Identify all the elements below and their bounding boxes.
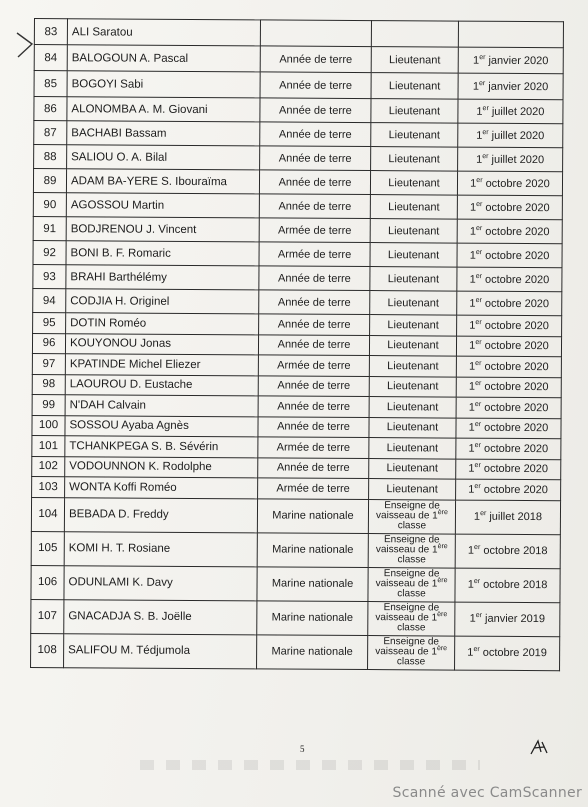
date-ordinal: er bbox=[482, 152, 489, 160]
service-branch: Année de terre bbox=[260, 72, 371, 99]
date-day: 1 bbox=[473, 510, 481, 523]
service-branch: Armée de terre bbox=[258, 355, 369, 376]
rank bbox=[368, 533, 455, 568]
date-month-year: octobre 2020 bbox=[480, 442, 549, 455]
service-branch: Année de terre bbox=[258, 416, 369, 437]
rank-superscript: ère bbox=[437, 611, 448, 619]
date-month-year: octobre 2020 bbox=[480, 462, 549, 476]
row-number: 96 bbox=[32, 333, 65, 354]
service-branch: Année de terre bbox=[260, 98, 371, 123]
date-ordinal: er bbox=[479, 53, 486, 61]
rank bbox=[368, 499, 455, 534]
officer-name: BODJRENOU J. Vincent bbox=[66, 217, 259, 242]
date-day: 1 bbox=[467, 578, 474, 591]
service-branch: Armée de terre bbox=[259, 218, 370, 243]
date-ordinal: er bbox=[475, 318, 482, 326]
table-row bbox=[33, 192, 562, 219]
date-month-year: octobre 2020 bbox=[481, 360, 549, 373]
service-branch: Armée de terre bbox=[258, 437, 369, 458]
rank-text: Enseigne de vaisseau de 1 bbox=[375, 636, 440, 658]
rank: Lieutenant bbox=[370, 195, 457, 220]
rank: Lieutenant bbox=[370, 267, 457, 292]
effective-date bbox=[456, 377, 561, 398]
row-number: 88 bbox=[34, 145, 67, 169]
date-day: 1 bbox=[467, 544, 475, 557]
date-month-year: octobre 2020 bbox=[481, 297, 550, 310]
date-day: 1 bbox=[469, 319, 476, 332]
rank-superscript: ère bbox=[437, 577, 448, 585]
rank: Lieutenant bbox=[370, 243, 457, 268]
officer-name: BONI B. F. Romaric bbox=[66, 241, 259, 266]
row-number: 100 bbox=[32, 415, 65, 436]
rank: Lieutenant bbox=[371, 73, 458, 100]
row-number: 101 bbox=[32, 435, 65, 456]
date-month-year: janvier 2020 bbox=[485, 54, 549, 67]
row-number: 98 bbox=[32, 374, 65, 395]
date-ordinal: er bbox=[474, 421, 482, 429]
officer-name: SOSSOU Ayaba Agnès bbox=[65, 415, 258, 437]
effective-date bbox=[457, 267, 562, 292]
officer-name: VODOUNNON K. Rodolphe bbox=[65, 456, 258, 478]
handwritten-arrow-mark bbox=[14, 30, 36, 60]
date-month-year: octobre 2020 bbox=[481, 339, 549, 353]
date-ordinal: er bbox=[475, 248, 483, 256]
service-branch bbox=[260, 20, 371, 47]
row-number: 87 bbox=[34, 121, 67, 145]
date-ordinal: er bbox=[475, 272, 482, 280]
date-day: 1 bbox=[473, 54, 480, 67]
row-number: 95 bbox=[33, 312, 66, 333]
row-number: 102 bbox=[32, 456, 65, 477]
service-branch: Année de terre bbox=[260, 46, 371, 73]
rank: Lieutenant bbox=[371, 99, 458, 124]
officer-name: SALIOU O. A. Bilal bbox=[67, 145, 260, 170]
date-ordinal: er bbox=[480, 510, 487, 518]
row-number: 108 bbox=[31, 633, 64, 667]
date-ordinal: er bbox=[479, 79, 486, 87]
date-ordinal: er bbox=[474, 482, 481, 490]
officer-name: KPATINDE Michel Eliezer bbox=[65, 354, 258, 376]
rank: Lieutenant bbox=[370, 291, 457, 316]
service-branch: Marine nationale bbox=[257, 566, 368, 601]
rank: Lieutenant bbox=[369, 479, 456, 500]
effective-date bbox=[458, 99, 563, 124]
page-number: 5 bbox=[300, 744, 305, 754]
officer-name: TCHANKPEGA S. B. Sévérin bbox=[65, 436, 258, 458]
effective-date bbox=[456, 479, 561, 500]
date-day: 1 bbox=[476, 129, 483, 142]
service-branch: Année de terre bbox=[258, 375, 369, 396]
effective-date bbox=[457, 291, 562, 316]
date-month-year: octobre 2020 bbox=[481, 319, 549, 332]
effective-date bbox=[456, 397, 561, 418]
date-month-year: octobre 2020 bbox=[481, 401, 549, 414]
roster-table-wrap bbox=[30, 18, 554, 737]
date-ordinal: er bbox=[476, 176, 483, 184]
camscanner-watermark: Scanné avec CamScanner bbox=[392, 785, 582, 801]
effective-date bbox=[458, 73, 563, 100]
date-ordinal: er bbox=[474, 544, 481, 552]
rank-text: Enseigne de vaisseau de 1 bbox=[376, 500, 440, 522]
rank-text: Enseigne de vaisseau de 1 bbox=[375, 534, 440, 556]
service-branch: Année de terre bbox=[258, 396, 369, 417]
handwritten-initials bbox=[528, 738, 550, 756]
officer-name: BEBADA D. Freddy bbox=[64, 497, 257, 532]
table-row bbox=[34, 145, 563, 172]
rank: Lieutenant bbox=[369, 458, 456, 479]
officer-name: AGOSSOU Martin bbox=[66, 193, 259, 218]
officer-name: DOTIN Roméo bbox=[66, 313, 259, 335]
rank: Lieutenant bbox=[369, 397, 456, 418]
rank: Lieutenant bbox=[369, 417, 456, 438]
date-ordinal: er bbox=[474, 462, 481, 470]
service-branch: Année de terre bbox=[259, 194, 370, 219]
rank-class: classe bbox=[397, 588, 426, 600]
effective-date bbox=[458, 147, 563, 172]
officer-name: LAOUROU D. Eustache bbox=[65, 374, 258, 396]
date-month-year: octobre 2019 bbox=[479, 646, 547, 660]
date-ordinal: er bbox=[482, 104, 489, 112]
date-day: 1 bbox=[476, 105, 483, 118]
date-month-year: octobre 2018 bbox=[480, 544, 548, 558]
rank-class: classe bbox=[397, 622, 426, 634]
rank: Lieutenant bbox=[371, 47, 458, 74]
rank-superscript: ère bbox=[437, 509, 448, 517]
officer-name: SALIFOU M. Tédjumola bbox=[64, 633, 257, 668]
date-day: 1 bbox=[468, 442, 475, 455]
officer-name: BOGOYI Sabi bbox=[67, 71, 260, 98]
row-number: 99 bbox=[32, 394, 65, 415]
rank: Lieutenant bbox=[371, 123, 458, 148]
effective-date bbox=[457, 171, 562, 196]
table-row bbox=[34, 71, 563, 100]
date-day: 1 bbox=[468, 462, 475, 475]
row-number: 93 bbox=[33, 264, 66, 288]
rank: Lieutenant bbox=[370, 315, 457, 336]
rank bbox=[368, 635, 455, 670]
rank-class: classe bbox=[397, 520, 427, 532]
row-number: 90 bbox=[33, 192, 66, 216]
effective-date bbox=[456, 438, 561, 459]
service-branch: Année de terre bbox=[259, 314, 370, 335]
service-branch: Marine nationale bbox=[257, 600, 368, 635]
row-number: 106 bbox=[31, 565, 64, 599]
rank: Lieutenant bbox=[371, 147, 458, 172]
date-day: 1 bbox=[468, 421, 475, 434]
effective-date bbox=[456, 336, 561, 357]
date-month-year: octobre 2020 bbox=[482, 249, 550, 262]
row-number: 85 bbox=[34, 71, 67, 97]
row-number: 97 bbox=[32, 353, 65, 374]
date-ordinal: er bbox=[476, 224, 483, 232]
rank: Lieutenant bbox=[369, 438, 456, 459]
service-branch: Année de terre bbox=[258, 457, 369, 478]
rank-superscript: ère bbox=[437, 543, 448, 551]
officer-name: N'DAH Calvain bbox=[65, 395, 258, 417]
effective-date bbox=[456, 459, 561, 480]
officer-name: ADAM BA-YERE S. Ibouraïma bbox=[66, 169, 259, 194]
date-ordinal: er bbox=[473, 646, 480, 654]
officer-name: ODUNLAMI K. Davy bbox=[64, 565, 257, 600]
date-month-year: octobre 2020 bbox=[480, 421, 549, 435]
date-day: 1 bbox=[469, 225, 477, 238]
table-row bbox=[34, 97, 563, 124]
effective-date bbox=[456, 356, 561, 377]
effective-date bbox=[457, 243, 562, 268]
rank: Lieutenant bbox=[369, 376, 456, 397]
service-branch: Année de terre bbox=[259, 170, 370, 195]
service-branch: Année de terre bbox=[259, 290, 370, 315]
row-number: 104 bbox=[31, 497, 64, 531]
effective-date bbox=[455, 534, 560, 569]
officer-name: KOMI H. T. Rosiane bbox=[64, 531, 257, 566]
rank: Lieutenant bbox=[369, 335, 456, 356]
date-month-year: octobre 2020 bbox=[482, 177, 550, 190]
rank: Lieutenant bbox=[370, 219, 457, 244]
officer-name: BACHABI Bassam bbox=[67, 121, 260, 146]
officer-name: BRAHI Barthélémy bbox=[66, 265, 259, 290]
service-branch: Année de terre bbox=[258, 334, 369, 355]
rank bbox=[368, 567, 455, 602]
rank-superscript: ère bbox=[436, 645, 448, 653]
service-branch: Marine nationale bbox=[257, 532, 368, 567]
table-row bbox=[34, 121, 563, 148]
table-row bbox=[31, 633, 560, 670]
date-ordinal: er bbox=[476, 200, 483, 208]
officer-name: CODJIA H. Originel bbox=[66, 289, 259, 314]
date-day: 1 bbox=[468, 401, 475, 414]
table-row bbox=[31, 599, 560, 636]
row-number: 83 bbox=[34, 19, 67, 45]
roster-table-body bbox=[31, 19, 564, 671]
date-ordinal: er bbox=[475, 359, 482, 367]
effective-date bbox=[458, 47, 563, 74]
officer-name: BALOGOUN A. Pascal bbox=[67, 45, 260, 72]
date-day: 1 bbox=[468, 483, 475, 496]
table-row bbox=[33, 240, 562, 267]
effective-date bbox=[457, 195, 562, 220]
date-ordinal: er bbox=[474, 400, 482, 408]
effective-date bbox=[458, 21, 563, 48]
date-day: 1 bbox=[469, 249, 476, 262]
table-row bbox=[31, 565, 560, 602]
rank: Lieutenant bbox=[369, 356, 456, 377]
table-row bbox=[34, 45, 563, 74]
date-month-year: octobre 2020 bbox=[481, 273, 550, 286]
date-month-year: janvier 2019 bbox=[481, 612, 546, 626]
date-month-year: juillet 2020 bbox=[488, 129, 545, 142]
date-day: 1 bbox=[468, 380, 476, 393]
service-branch: Marine nationale bbox=[257, 498, 368, 533]
effective-date bbox=[455, 500, 560, 535]
row-number: 84 bbox=[34, 45, 67, 71]
date-month-year: octobre 2020 bbox=[482, 201, 550, 214]
date-day: 1 bbox=[470, 177, 477, 190]
table-row bbox=[33, 288, 562, 315]
date-month-year: juillet 2020 bbox=[488, 153, 545, 166]
date-day: 1 bbox=[476, 153, 483, 166]
table-row bbox=[33, 169, 562, 196]
table-row bbox=[33, 216, 562, 243]
row-number: 105 bbox=[31, 531, 64, 565]
rank-class: classe bbox=[397, 554, 426, 566]
date-day: 1 bbox=[469, 273, 476, 286]
date-day: 1 bbox=[472, 80, 480, 93]
row-number: 103 bbox=[32, 476, 65, 497]
date-ordinal: er bbox=[474, 441, 481, 449]
effective-date bbox=[458, 123, 563, 148]
roster-table bbox=[30, 18, 564, 671]
table-row bbox=[31, 531, 560, 568]
effective-date bbox=[455, 636, 560, 671]
date-month-year: janvier 2020 bbox=[485, 80, 549, 93]
row-number: 107 bbox=[31, 599, 64, 633]
effective-date bbox=[457, 315, 562, 336]
date-ordinal: er bbox=[482, 128, 489, 136]
faint-bleedthrough bbox=[140, 760, 480, 770]
row-number: 91 bbox=[33, 216, 66, 240]
effective-date bbox=[456, 418, 561, 439]
date-day: 1 bbox=[469, 360, 476, 373]
officer-name: ALI Saratou bbox=[67, 19, 260, 46]
service-branch: Armée de terre bbox=[259, 242, 370, 267]
date-day: 1 bbox=[467, 646, 474, 659]
date-month-year: octobre 2020 bbox=[481, 380, 549, 394]
date-day: 1 bbox=[469, 612, 476, 625]
row-number: 89 bbox=[33, 169, 66, 193]
officer-name: ALONOMBA A. M. Giovani bbox=[67, 97, 260, 122]
officer-name: WONTA Koffi Roméo bbox=[65, 477, 258, 499]
row-number: 86 bbox=[34, 97, 67, 121]
officer-name: KOUYONOU Jonas bbox=[65, 333, 258, 355]
date-month-year: octobre 2020 bbox=[482, 225, 550, 238]
table-row bbox=[34, 19, 563, 48]
date-ordinal: er bbox=[475, 380, 482, 388]
date-day: 1 bbox=[469, 297, 476, 310]
date-day: 1 bbox=[469, 339, 476, 352]
table-row bbox=[31, 497, 560, 534]
date-ordinal: er bbox=[475, 612, 483, 620]
table-row bbox=[33, 264, 562, 291]
date-day: 1 bbox=[469, 201, 477, 214]
service-branch: Armée de terre bbox=[258, 478, 369, 499]
rank-text: Enseigne de vaisseau de 1 bbox=[375, 602, 440, 624]
rank-text: Enseigne de vaisseau de 1 bbox=[375, 568, 440, 590]
effective-date bbox=[455, 602, 560, 637]
rank-class: classe bbox=[396, 656, 426, 668]
date-ordinal: er bbox=[475, 339, 482, 347]
date-month-year: juillet 2020 bbox=[488, 105, 545, 118]
date-month-year: octobre 2020 bbox=[480, 483, 548, 496]
rank bbox=[371, 21, 458, 48]
service-branch: Année de terre bbox=[260, 146, 371, 171]
date-ordinal: er bbox=[475, 296, 482, 304]
date-month-year: juillet 2018 bbox=[486, 510, 542, 524]
rank bbox=[368, 601, 455, 636]
rank: Lieutenant bbox=[370, 171, 457, 196]
effective-date bbox=[455, 568, 560, 603]
row-number: 94 bbox=[33, 288, 66, 312]
service-branch: Année de terre bbox=[259, 266, 370, 291]
service-branch: Année de terre bbox=[260, 122, 371, 147]
row-number: 92 bbox=[33, 240, 66, 264]
service-branch: Marine nationale bbox=[257, 634, 368, 669]
officer-name: GNACADJA S. B. Joëlle bbox=[64, 599, 257, 634]
date-month-year: octobre 2018 bbox=[480, 578, 548, 592]
date-ordinal: er bbox=[473, 578, 481, 586]
effective-date bbox=[457, 219, 562, 244]
